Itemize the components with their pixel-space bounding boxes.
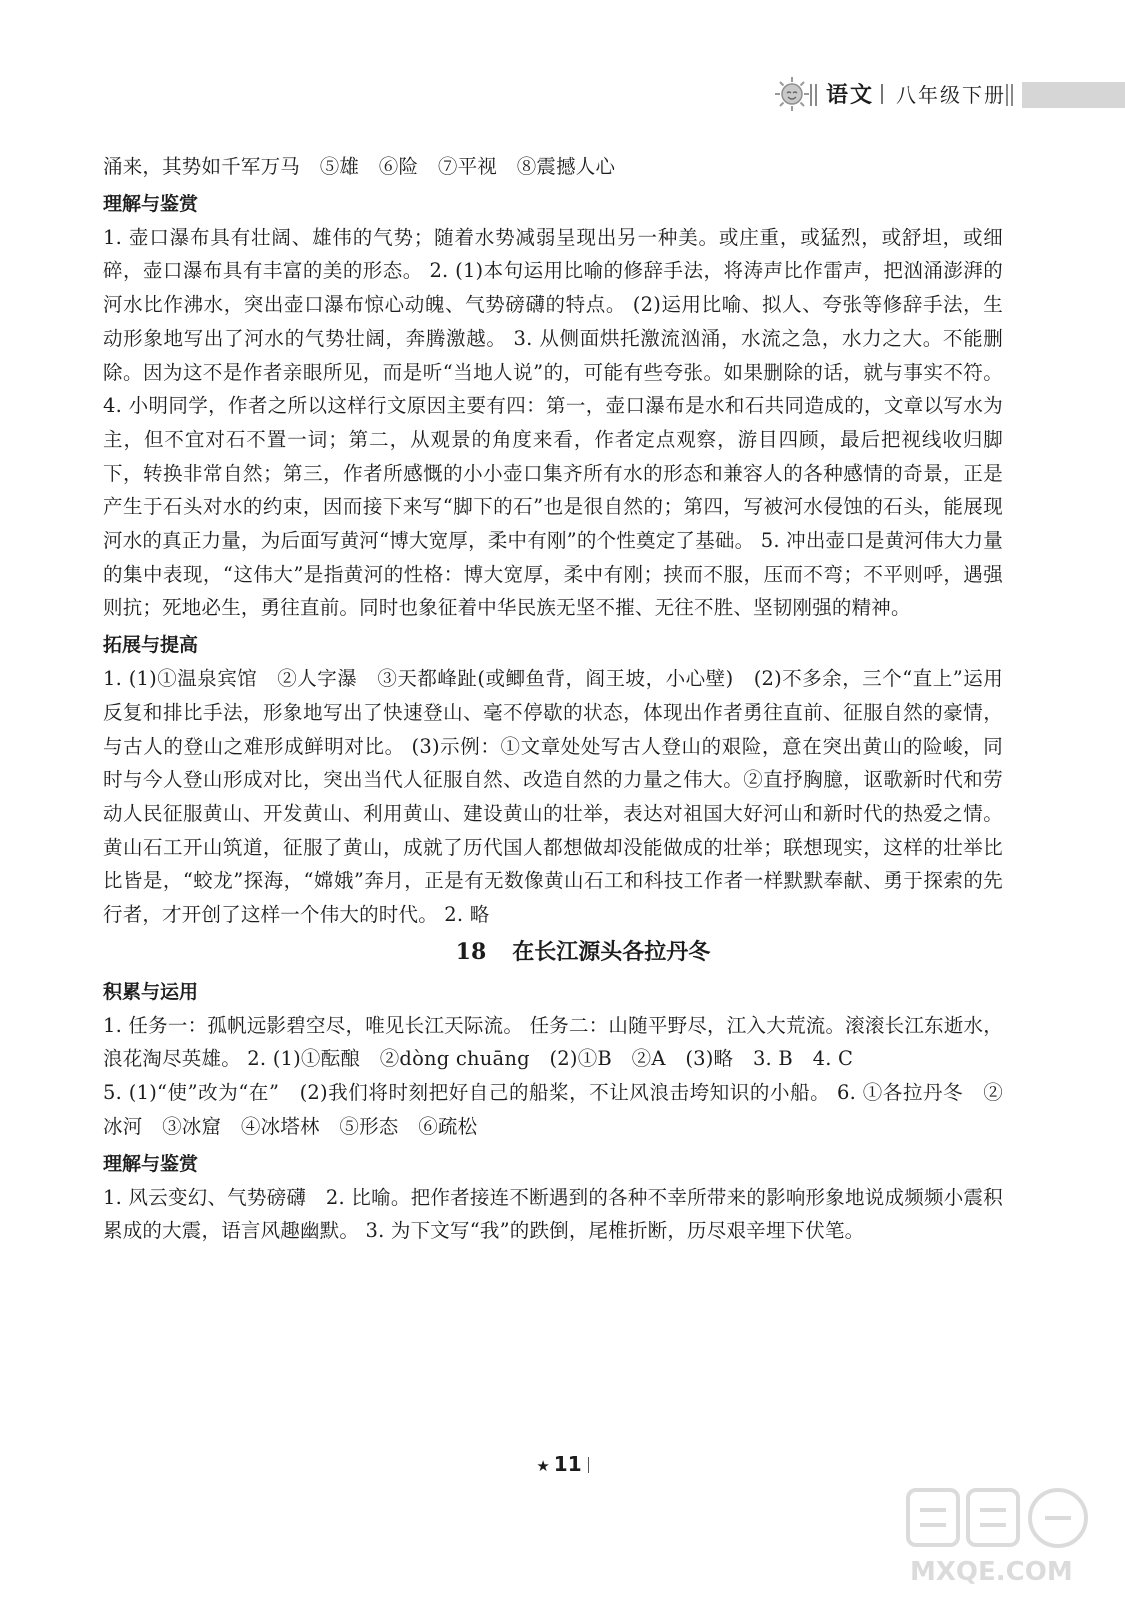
answer-content [103,150,1003,1248]
divider-bars [1006,84,1009,106]
answer-paragraph: 1. 任务一：孤帆远影碧空尽，唯见长江天际流。 任务二：山随平野尽，江入大荒流。滚滚长江东逝水，浪花淘尽英雄。 2. (1)①酝酿 ②dòng chuāng (2)①B ②A (3)略 3. B 4. C [103,1013,1003,1071]
section-heading: 拓展与提高 [103,634,199,657]
svg-text:MXQE.COM: MXQE.COM [910,1557,1073,1587]
subject-label: 语文 [826,83,875,108]
answer-paragraph: 1. (1)①温泉宾馆 ②人字瀑 ③天都峰趾(或鲫鱼背，阎王坡，小心壁) (2)不多余，三个“直上”运用反复和排比手法，形象地写出了快速登山、毫不停歇的状态，体现出作者勇往直前、征服自然的豪情，与古人的登山之难形成鲜明对比。 (3)示例：①文章处处写古人登山的艰险，意在突出黄山的险峻，同时与今人登山形成对比，突出当代人征服自然、改造自然的力量之伟大。②直抒胸臆，讴歌新时代和劳动人民征服黄山、开发黄山、利用黄山、建设黄山的壮举，表达对祖国大好河山和新时代的热爱之情。黄山石工开山筑道，征服了黄山，成就了历代国人都想做却没能做成的壮举；联想现实，这样的壮举比比皆是，“蛟龙”探海，“嫦娥”奔月，正是有无数像黄山石工和科技工作者一样默默奉献、勇于探索的先行者，才开创了这样一个伟大的时代。 2. 略 [103,667,1003,927]
sun-logo-icon [774,76,810,112]
answer-paragraph: 5. (1)“使”改为“在” (2)我们将时刻把好自己的船桨，不让风浪击垮知识的小船。 6. ①各拉丹冬 ②冰河 ③冰窟 ④冰塔林 ⑤形态 ⑥疏松 [103,1081,1003,1138]
lesson-number: 18 [455,938,487,965]
section-heading: 积累与运用 [103,980,199,1003]
divider-bars [810,84,813,106]
section-heading: 理解与鉴赏 [103,192,199,215]
footer-tick [588,1457,589,1473]
lesson-title [103,932,1003,972]
answer-paragraph: 1. 风云变幻、气势磅礴 2. 比喻。把作者接连不断遇到的各种不幸所带来的影响形象地说成频频小震积累成的大震，语言风趣幽默。 3. 为下文写“我”的跌倒，尾椎折断，历尽艰辛埋下伏笔。 [103,1185,1003,1243]
page-footer [0,1452,1125,1476]
watermark-logo [900,1480,1115,1590]
lesson-name: 在长江源头各拉丹冬 [512,938,711,965]
page-header [760,72,1125,116]
page-number: 11 [553,1452,582,1476]
section-heading: 理解与鉴赏 [103,1152,199,1175]
header-band [1022,82,1125,108]
answer-paragraph: 涌来，其势如千军万马 ⑤雄 ⑥险 ⑦平视 ⑧震撼人心 [103,155,616,178]
answer-paragraph: 1. 壶口瀑布具有壮阔、雄伟的气势；随着水势减弱呈现出另一种美。或庄重，或猛烈，或舒坦，或细碎，壶口瀑布具有丰富的美的形态。 2. (1)本句运用比喻的修辞手法，将涛声比作雷声，把汹涌澎湃的河水比作沸水，突出壶口瀑布惊心动魄、气势磅礴的特点。 (2)运用比喻、拟人、夸张等修辞手法，生动形象地写出了河水的气势壮阔，奔腾激越。 3. 从侧面烘托激流汹涌，水流之急，水力之大。不能删除。因为这不是作者亲眼所见，而是听“当地人说”的，可能有些夸张。如果删除的话，就与事实不符。 4. 小明同学，作者之所以这样行文原因主要有四：第一，壶口瀑布是水和石共同造成的，文章以写水为主，但不宜对石不置一词；第二，从观景的角度来看，作者定点观察，游目四顾，最后把视线收归脚下，转换非常自然；第三，作者所感慨的小小壶口集齐所有水的形态和兼容人的各种感情的奇景，正是产生于石头对水的约束，因而接下来写“脚下的石”也是很自然的；第四，写被河水侵蚀的石头，能展现河水的真正力量，为后面写黄河“博大宽厚，柔中有刚”的个性奠定了基础。 5. 冲出壶口是黄河伟大力量的集中表现，“这伟大”是指黄河的性格：博大宽厚，柔中有刚；挟而不服，压而不弯；不平则呼，遇强则抗；死地必生，勇往直前。同时也象征着中华民族无坚不摧、无往不胜、坚韧刚强的精神。 [103,225,1003,620]
star-icon: ★ [536,1457,550,1475]
grade-label: 八年级下册 [896,83,1006,107]
header-separator [881,84,883,104]
